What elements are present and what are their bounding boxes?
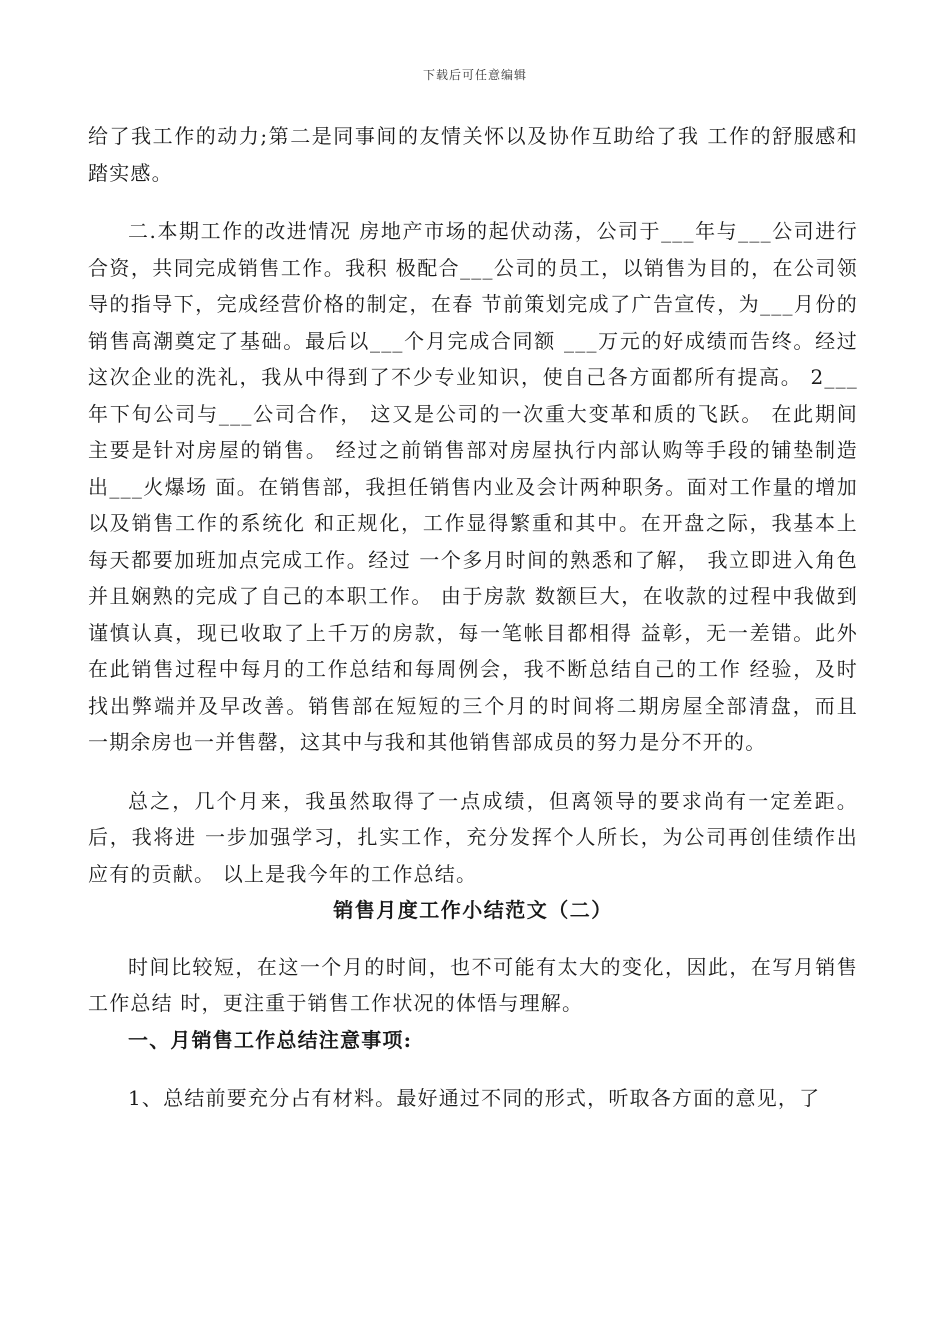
- paragraph-intro: 时间比较短，在这一个月的时间，也不可能有太大的变化，因此，在写月销售工作总结 时，更注重于销售工作状况的体悟与理解。: [88, 954, 858, 1015]
- paragraph-improvement: 二.本期工作的改进情况 房地产市场的起伏动荡，公司于___年与___公司进行合资，共同完成销售工作。我积 极配合___公司的员工，以销售为目的，在公司领导的指导下，完成经营价格的制定，在春 节前策划完成了广告宣传，为___月份的销售高潮奠定了基础。最后以___个月完成合同额 ___万元的好成绩而告终。经过这次企业的洗礼，我从中得到了不少专业知识，使自己各方面都所有提高。 2___年下旬公司与___公司合作， 这又是公司的一次重大变革和质的飞跃。 在此期间 主要是针对房屋的销售。 经过之前销售部对房屋执行内部认购等手段的铺垫制造出___火爆场 面。在销售部，我担任销售内业及会计两种职务。面对工作量的增加以及销售工作的系统化 和正规化，工作显得繁重和其中。在开盘之际，我基本上每天都要加班加点完成工作。经过 一个多月时间的熟悉和了解， 我立即进入角色并且娴熟的完成了自己的本职工作。 由于房款 数额巨大，在收款的过程中我做到谨慎认真，现已收取了上千万的房款，每一笔帐目都相得 益彰，无一差错。此外在此销售过程中每月的工作总结和每周例会，我不断总结自己的工作 经验，及时找出弊端并及早改善。销售部在短短的三个月的时间将二期房屋全部清盘，而且 一期余房也一并售罄，这其中与我和其他销售部成员的努力是分不开的。: [88, 219, 866, 754]
- paragraph-item-1: 1、总结前要充分占有材料。最好通过不同的形式，听取各方面的意见，了: [128, 1086, 821, 1110]
- subheading-notes: 一、月销售工作总结注意事项:: [128, 1027, 413, 1052]
- document-body: [88, 118, 866, 1117]
- paragraph-continuation: 给了我工作的动力;第二是同事间的友情关怀以及协作互助给了我 工作的舒服感和踏实感。: [88, 124, 858, 185]
- paragraph-conclusion: 总之，几个月来，我虽然取得了一点成绩，但离领导的要求尚有一定差距。后，我将进 一步加强学习，扎实工作，充分发挥个人所长，为公司再创佳绩作出应有的贡献。 以上是我今年的工作总结。: [88, 788, 858, 886]
- page-header-note: 下载后可任意编辑: [422, 68, 527, 82]
- section-title: 销售月度工作小结范文（二）: [333, 898, 613, 922]
